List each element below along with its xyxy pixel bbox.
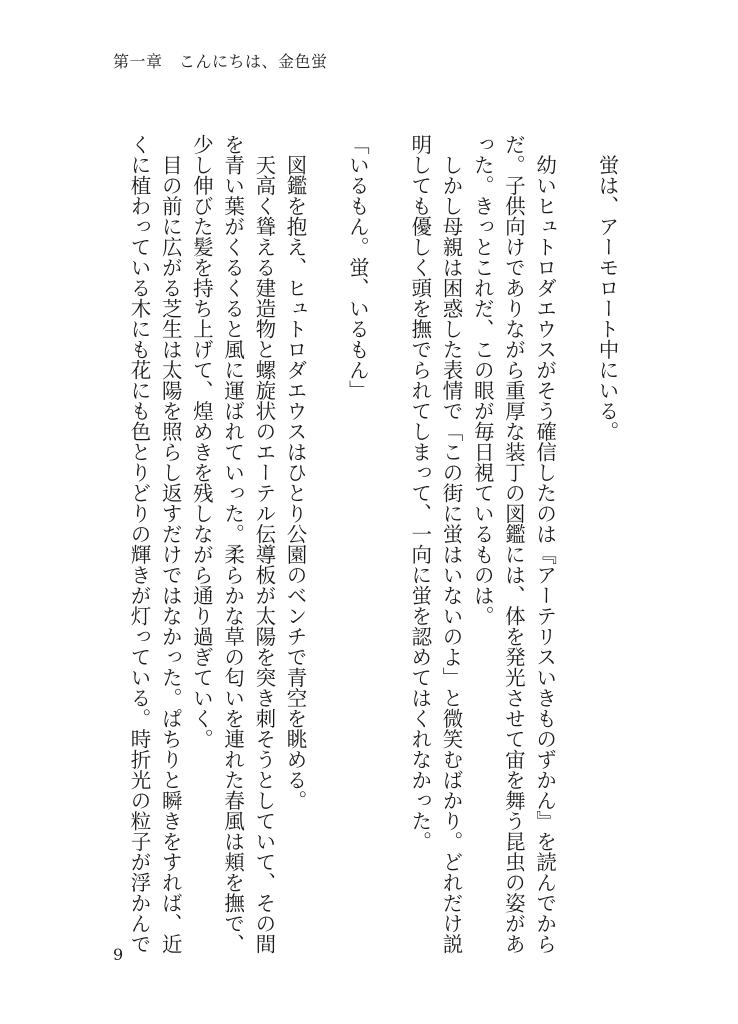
text-line: くに植わっている木にも花にも色とりどりの輝きが灯っている。時折光の粒子が浮かんで — [127, 134, 151, 954]
text-line: 図鑑を抱え、ヒュトロダエウスはひとり公園のベンチで青空を眺める。 — [283, 134, 308, 811]
text-line: 「いるもん。蛍、いるもん」 — [345, 134, 370, 401]
blank-line — [560, 134, 591, 934]
blank-line — [372, 134, 403, 934]
running-head: 第一章 こんにちは、金色蛍 — [113, 52, 328, 71]
text-line: 明しても優しく頭を撫でられてしまって、一向に蛍を認めてはくれなかった。 — [407, 134, 432, 852]
text-line: だ。子供向けでありながら重厚な装丁の図鑑には、体を発光させて宙を舞う昆虫の姿があ — [501, 134, 526, 954]
text-line: 少し伸びた髪を持ち上げて、煌めきを残しながら通り過ぎていく。 — [189, 134, 214, 749]
text-line: しかし母親は困惑した表情で「この街に蛍はいないのよ」と微笑むばかり。どれだけ説 — [439, 134, 463, 954]
body-text — [123, 134, 622, 954]
text-line: 目の前に広がる芝生は太陽を照らし返すだけではなかった。ぱちりと瞬きをすれば、近 — [158, 134, 183, 954]
text-line: 天高く聳える建造物と螺旋状のエーテル伝導板が太陽を突き刺そうとしていて、その間 — [251, 134, 276, 954]
blank-line — [310, 134, 341, 934]
text-line: った。きっとこれだ、この眼が毎日視ているものは。 — [470, 134, 495, 626]
text-line: を青い葉がくるくると風に運ばれていった。柔らかな草の匂いを連れた春風は頬を撫で、 — [220, 134, 245, 954]
text-line: 幼いヒュトロダエウスがそう確信したのは『アーテリスいきものずかん』を読んでから — [532, 134, 557, 954]
text-line: 蛍は、アーモロート中にいる。 — [595, 134, 619, 442]
page-number: 9 — [113, 945, 124, 964]
